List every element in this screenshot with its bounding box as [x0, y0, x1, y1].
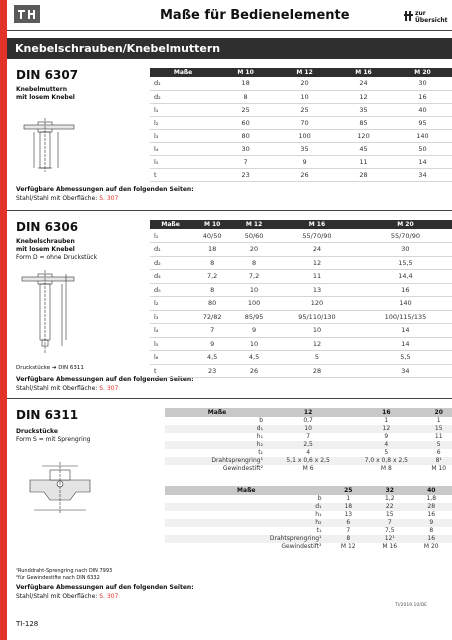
- table-cell: 2,5: [269, 441, 347, 449]
- table-cell: M 6: [302, 465, 314, 473]
- table-cell: 7: [346, 527, 351, 535]
- table-cell: 14: [393, 155, 452, 168]
- table-cell: d₂: [150, 256, 191, 270]
- table-cell: 100/115/135: [359, 310, 452, 324]
- table-cell: 10: [275, 90, 334, 103]
- table-cell: 13: [344, 511, 353, 519]
- table-cell: l₂: [150, 297, 191, 311]
- column-header: 32: [369, 486, 410, 495]
- table-cell: 15,5: [359, 256, 452, 270]
- table-cell: 40/50: [191, 229, 233, 243]
- table-cell: Drahtsprengring¹: [165, 535, 328, 543]
- din6307-desc1: Knebelmuttern: [16, 86, 67, 93]
- table-cell: 13: [275, 283, 359, 297]
- table-cell: M 20: [423, 543, 439, 551]
- din6306-table: [150, 220, 452, 378]
- table-row: [165, 425, 452, 433]
- footnote-2: ²für Gewindestifte nach DIN 6332: [16, 575, 100, 581]
- table-cell: 9: [191, 337, 233, 351]
- overview-label[interactable]: zur Übersicht: [415, 10, 448, 24]
- table-cell: 5: [275, 351, 359, 365]
- table-cell: 12¹: [369, 535, 410, 543]
- table-cell: 16: [427, 511, 436, 519]
- table-cell: 7: [369, 519, 410, 527]
- table-cell: 26: [275, 168, 334, 181]
- section-title: Knebelschrauben/Knebelmuttern: [7, 38, 452, 59]
- table-cell: 26: [233, 364, 275, 378]
- table-cell: M 10: [431, 465, 447, 473]
- table-cell: 14,4: [359, 270, 452, 284]
- din6306-availability: [16, 376, 194, 393]
- table-cell: 18: [191, 243, 233, 257]
- table-cell: 5,1 x 0,6 x 2,5: [269, 457, 347, 465]
- table-row: [150, 129, 452, 142]
- table-row: [150, 351, 452, 365]
- din6307-page-link[interactable]: S. 307: [99, 194, 119, 202]
- column-header: Maße: [150, 220, 191, 229]
- table-row: [165, 535, 452, 543]
- table-cell: 12: [347, 425, 425, 433]
- footnote-1: ¹Runddraht-Sprengring nach DIN 7993: [16, 568, 113, 574]
- table-cell: 5: [384, 449, 389, 457]
- din6306-title: DIN 6306: [16, 220, 79, 234]
- table-cell: d₁: [165, 503, 328, 511]
- column-header: 40: [410, 486, 452, 495]
- table-cell: 8: [233, 256, 275, 270]
- table-cell: 24: [334, 77, 393, 90]
- table-cell: 30: [359, 243, 452, 257]
- table-row: [150, 155, 452, 168]
- table-cell: 120: [334, 129, 393, 142]
- din6311-footnotes: [16, 568, 112, 582]
- table-cell: 10: [269, 425, 347, 433]
- din6307-avail-text: Stahl/Stahl mit Oberfläche:: [16, 194, 98, 202]
- table-cell: 10: [233, 283, 275, 297]
- table-row: [150, 90, 452, 103]
- table-cell: 15: [385, 511, 394, 519]
- table-cell: 23: [191, 364, 233, 378]
- table-cell: l₃: [150, 129, 216, 142]
- table-cell: d₄: [150, 270, 191, 284]
- table-cell: Gewindestift²: [222, 465, 263, 473]
- table-cell: M 8: [380, 465, 392, 473]
- table-cell: 10: [233, 337, 275, 351]
- table-cell: 8¹: [425, 457, 452, 465]
- table-row: [165, 465, 452, 473]
- table-cell: 14: [359, 324, 452, 338]
- table-row: [150, 256, 452, 270]
- table-cell: 95: [393, 116, 452, 129]
- table-cell: 140: [393, 129, 452, 142]
- column-header: 25: [328, 486, 369, 495]
- table-cell: 0,7: [303, 417, 313, 425]
- table-cell: 5,5: [359, 351, 452, 365]
- table-row: [150, 337, 452, 351]
- table-row: [165, 417, 452, 425]
- table-cell: 30: [393, 77, 452, 90]
- din6307-availability: [16, 186, 194, 203]
- table-cell: 1,8: [426, 495, 437, 503]
- table-cell: 10: [275, 324, 359, 338]
- table-cell: l₆: [150, 351, 191, 365]
- table-cell: 12: [334, 90, 393, 103]
- table-cell: 120: [275, 297, 359, 311]
- din6306-desc2: mit losem Knebel: [16, 246, 75, 253]
- table-cell: 4: [306, 449, 311, 457]
- column-header: M 12: [275, 68, 334, 77]
- table-cell: 7,5: [384, 527, 395, 535]
- table-cell: 7,2: [233, 270, 275, 284]
- table-cell: h₁: [256, 433, 263, 441]
- table-cell: 1: [384, 417, 389, 425]
- column-header: M 16: [275, 220, 359, 229]
- table-cell: 16: [359, 283, 452, 297]
- table-cell: 25: [216, 103, 275, 116]
- table-row: [165, 457, 452, 465]
- table-cell: h₂: [165, 519, 328, 527]
- overview-link[interactable]: [404, 10, 452, 24]
- overview-icon: [404, 11, 413, 23]
- table-row: [150, 116, 452, 129]
- table-row: [150, 324, 452, 338]
- table-cell: 1: [346, 495, 351, 503]
- table-cell: 80: [191, 297, 233, 311]
- table-row: [150, 297, 452, 311]
- table-row: [150, 270, 452, 284]
- page-title: Maße für Bedienelemente: [160, 8, 350, 23]
- table-cell: 16: [393, 90, 452, 103]
- table-cell: 34: [359, 364, 452, 378]
- din6307-drawing: [18, 116, 88, 178]
- table-cell: l₁: [150, 229, 191, 243]
- table-cell: d₅: [150, 283, 191, 297]
- din6307-avail-heading: Verfügbare Abmessungen auf den folgenden Seiten:: [16, 186, 194, 193]
- table-cell: 30: [216, 142, 275, 155]
- din6311-availability: [16, 584, 194, 601]
- table-cell: 9: [410, 519, 452, 527]
- din6311-table-a: [165, 408, 452, 473]
- din6307-desc2: mit losem Knebel: [16, 94, 75, 101]
- table-cell: l₄: [150, 324, 191, 338]
- table-cell: 28: [275, 364, 359, 378]
- table-row: [150, 364, 452, 378]
- table-cell: 18: [328, 503, 369, 511]
- doc-code: TI/2019.10/DE: [395, 603, 428, 608]
- table-row: [165, 433, 452, 441]
- table-cell: 5: [425, 441, 452, 449]
- din6306-desc: [16, 238, 97, 262]
- table-row: [165, 495, 452, 503]
- table-cell: t₁: [258, 449, 263, 457]
- table-cell: 18: [216, 77, 275, 90]
- table-cell: 8: [191, 283, 233, 297]
- din6306-avail-text: Stahl/Stahl mit Oberfläche:: [16, 384, 98, 392]
- table-row: [165, 543, 452, 551]
- din6311-title: DIN 6311: [16, 408, 79, 422]
- table-cell: 100: [233, 297, 275, 311]
- column-header: Maße: [165, 408, 269, 417]
- table-cell: 1,2: [384, 495, 395, 503]
- page-number: TI-128: [16, 620, 39, 628]
- din6306-druck-note: Druckstücke ➔ DIN 6311: [16, 365, 84, 371]
- divider-2: [7, 398, 452, 399]
- din6306-desc1: Knebelschrauben: [16, 238, 75, 245]
- din6311-avail-heading: Verfügbare Abmessungen auf den folgenden Seiten:: [16, 584, 194, 591]
- table-row: [150, 283, 452, 297]
- table-row: [165, 519, 452, 527]
- table-cell: M 16: [382, 543, 398, 551]
- column-header: 12: [269, 408, 347, 417]
- header-rule: [7, 30, 452, 31]
- table-row: [150, 229, 452, 243]
- table-cell: 7,0 x 0,8 x 2,5: [347, 457, 425, 465]
- table-cell: 45: [334, 142, 393, 155]
- table-row: [165, 441, 452, 449]
- table-cell: t: [150, 364, 191, 378]
- column-header: M 10: [216, 68, 275, 77]
- din6311-avail-text: Stahl/Stahl mit Oberfläche:: [16, 592, 98, 600]
- column-header: M 20: [359, 220, 452, 229]
- table-cell: 8: [328, 535, 369, 543]
- accent-bar: [0, 0, 7, 640]
- table-cell: 11: [334, 155, 393, 168]
- table-cell: 34: [393, 168, 452, 181]
- din6306-drawing: [18, 268, 88, 360]
- divider-1: [7, 210, 452, 211]
- table-cell: 20: [233, 243, 275, 257]
- table-cell: 4,5: [233, 351, 275, 365]
- table-cell: 6: [328, 519, 369, 527]
- din6311-page-link[interactable]: S. 307: [99, 592, 119, 600]
- table-cell: 28: [334, 168, 393, 181]
- table-cell: 7,2: [191, 270, 233, 284]
- table-cell: 9: [233, 324, 275, 338]
- table-cell: 50: [393, 142, 452, 155]
- table-cell: 140: [359, 297, 452, 311]
- din6307-table: [150, 68, 452, 182]
- table-cell: 95/110/130: [275, 310, 359, 324]
- table-cell: 11: [275, 270, 359, 284]
- din6307-title: DIN 6307: [16, 68, 79, 82]
- table-cell: l₃: [150, 310, 191, 324]
- table-row: [150, 243, 452, 257]
- table-row: [165, 449, 452, 457]
- din6306-page-link[interactable]: S. 307: [99, 384, 119, 392]
- table-cell: h₂: [165, 441, 269, 449]
- table-cell: 23: [216, 168, 275, 181]
- table-cell: 7: [216, 155, 275, 168]
- table-cell: 100: [275, 129, 334, 142]
- table-cell: 8: [429, 527, 434, 535]
- table-cell: 50/60: [233, 229, 275, 243]
- table-row: [150, 310, 452, 324]
- column-header: M 20: [393, 68, 452, 77]
- table-row: [150, 168, 452, 181]
- table-cell: 9: [384, 433, 389, 441]
- din6311-desc2: Form S = mit Sprengring: [16, 436, 91, 443]
- table-cell: 55/70/90: [275, 229, 359, 243]
- din6307-desc: [16, 86, 75, 102]
- table-cell: 35: [334, 103, 393, 116]
- table-cell: 9: [275, 155, 334, 168]
- table-row: [150, 77, 452, 90]
- table-cell: l₂: [150, 116, 216, 129]
- logo-icon: [14, 5, 40, 23]
- table-cell: 4: [347, 441, 425, 449]
- table-cell: 55/70/90: [359, 229, 452, 243]
- din6306-desc3: Form D = ohne Druckstück: [16, 254, 98, 261]
- table-row: [165, 511, 452, 519]
- column-header: M 12: [233, 220, 275, 229]
- table-cell: b: [317, 495, 322, 503]
- din6306-avail-heading: Verfügbare Abmessungen auf den folgenden Seiten:: [16, 376, 194, 383]
- column-header: Maße: [165, 486, 328, 495]
- table-cell: 8: [191, 256, 233, 270]
- column-header: Maße: [150, 68, 216, 77]
- table-cell: d₁: [165, 425, 269, 433]
- table-cell: d₂: [150, 90, 216, 103]
- table-cell: 4,5: [191, 351, 233, 365]
- table-cell: 14: [359, 337, 452, 351]
- column-header: M 16: [334, 68, 393, 77]
- table-cell: 7: [306, 433, 311, 441]
- table-cell: l₅: [150, 337, 191, 351]
- table-cell: 85: [334, 116, 393, 129]
- table-cell: Gewindestift²: [281, 543, 322, 551]
- table-cell: 72/82: [191, 310, 233, 324]
- din6311-table-b: [165, 486, 452, 551]
- table-cell: 70: [275, 116, 334, 129]
- table-cell: l₄: [150, 142, 216, 155]
- table-cell: 1: [436, 417, 441, 425]
- table-cell: 8: [216, 90, 275, 103]
- table-row: [150, 103, 452, 116]
- table-cell: 25: [275, 103, 334, 116]
- table-cell: 12: [275, 256, 359, 270]
- table-cell: 40: [393, 103, 452, 116]
- table-cell: d₁: [150, 77, 216, 90]
- column-header: 16: [347, 408, 425, 417]
- table-cell: Drahtsprengring¹: [165, 457, 269, 465]
- table-cell: 85/95: [233, 310, 275, 324]
- table-cell: M 12: [340, 543, 356, 551]
- din6311-desc1: Druckstücke: [16, 428, 58, 435]
- table-cell: 6: [436, 449, 441, 457]
- table-cell: 24: [275, 243, 359, 257]
- table-cell: t₁: [316, 527, 322, 535]
- table-cell: d₁: [150, 243, 191, 257]
- table-row: [165, 527, 452, 535]
- table-cell: 80: [216, 129, 275, 142]
- table-cell: 11: [434, 433, 443, 441]
- column-header: M 10: [191, 220, 233, 229]
- table-cell: 7: [191, 324, 233, 338]
- table-row: [150, 142, 452, 155]
- column-header: 20: [425, 408, 452, 417]
- table-cell: 12: [275, 337, 359, 351]
- table-cell: 22: [369, 503, 410, 511]
- table-cell: l₅: [150, 155, 216, 168]
- table-cell: 28: [410, 503, 452, 511]
- table-cell: l₁: [150, 103, 216, 116]
- table-cell: 35: [275, 142, 334, 155]
- table-cell: 60: [216, 116, 275, 129]
- table-cell: b: [259, 417, 263, 425]
- table-cell: t: [150, 168, 216, 181]
- din6311-drawing: [20, 458, 100, 520]
- table-cell: h₁: [315, 511, 322, 519]
- table-cell: 20: [275, 77, 334, 90]
- table-row: [165, 503, 452, 511]
- table-cell: 16: [410, 535, 452, 543]
- table-cell: 15: [425, 425, 452, 433]
- din6311-desc: [16, 428, 90, 444]
